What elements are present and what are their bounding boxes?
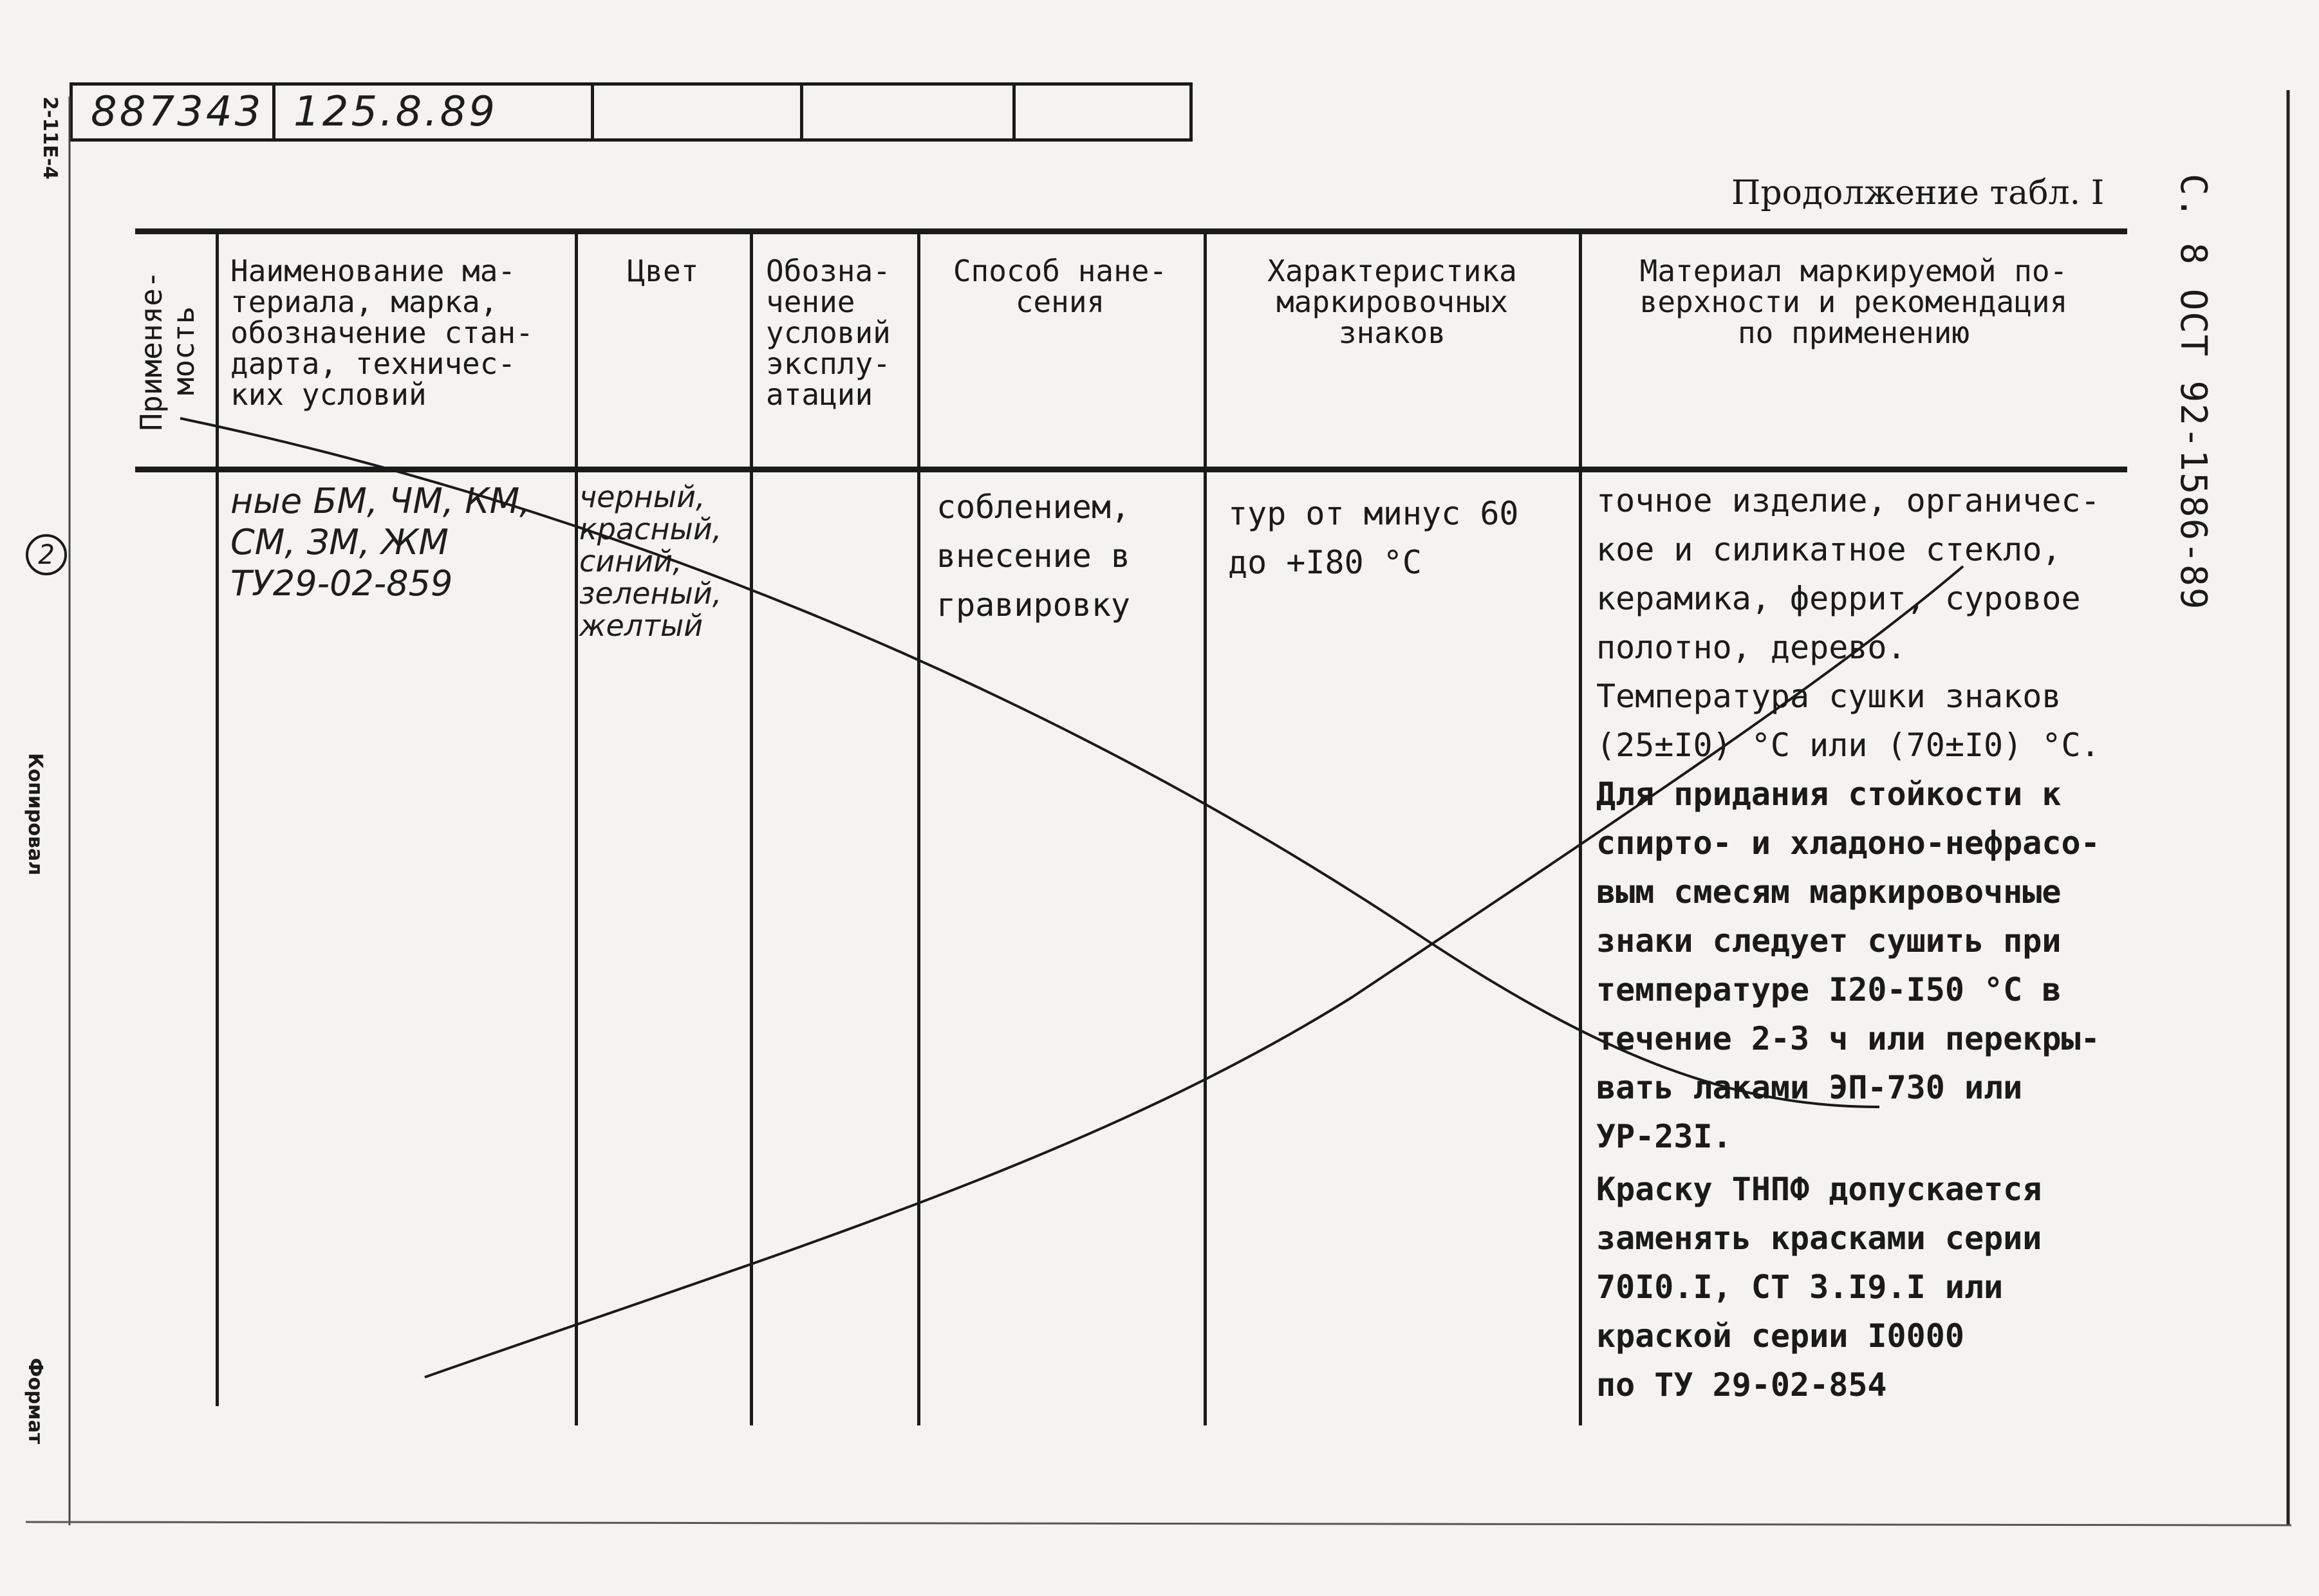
cell-color: черный, красный, синий, зеленый, желтый	[579, 479, 722, 643]
format-label: Формат	[24, 1358, 46, 1444]
cancellation-stroke-2	[425, 566, 1963, 1377]
cell-characteristic: тур от минус 60 до +I80 °С	[1228, 495, 1519, 581]
header-method: Способ нане- сения	[953, 254, 1168, 319]
document-designation: С. 8 ОСТ 92-1586-89	[2172, 174, 2214, 611]
form-code: 2-11E-4	[39, 97, 61, 180]
copied-label: Копировал	[24, 753, 46, 876]
stamp-date: 125.8.89	[293, 88, 498, 136]
cell-method: соблением, внесение в гравировку	[936, 488, 1131, 624]
cell-recommendation-3: Для придания стойкости к спирто- и хладоно-нефрасо- вым смесям маркировочные знаки следует сушить при температуре I20-I50 °С в течение 2-3 ч или перекры- вать лаками ЭП-730 или УР-23I.	[1596, 775, 2100, 1155]
cancellation-stroke-1	[180, 418, 1879, 1107]
table-continuation-label: Продолжение табл. I	[1731, 174, 2105, 212]
cell-recommendation-4: Краску ТНПФ допускается заменять красками серии 70I0.I, СТ 3.I9.I или краской серии I0000 по ТУ 29-02-854	[1596, 1171, 2042, 1404]
header-material-name: Наименование ма- териала, марка, обозначение стан- дарта, техничес- ких условий	[230, 254, 534, 412]
cell-material: ные БМ, ЧМ, КМ, СМ, ЗМ, ЖМ ТУ29-02-859	[230, 481, 531, 604]
cell-recommendation-1: точное изделие, органичес- кое и силикатное стекло, керамика, феррит, суровое полотно, дерево.	[1596, 482, 2100, 666]
header-characteristic: Характеристика маркировочных знаков	[1267, 254, 1517, 350]
header-conditions: Обозна- чение условий эксплу- атации	[766, 254, 891, 412]
header-recommendation: Материал маркируемой по- верхности и рекомендация по применению	[1639, 254, 2068, 350]
header-color: Цвет	[627, 254, 699, 288]
bottom-border-line	[26, 1522, 2291, 1525]
header-applicability: Применяе- мость	[134, 270, 201, 431]
circle-number: 2	[38, 539, 55, 570]
stamp-number: 887343	[91, 88, 264, 136]
cell-recommendation-2: Температура сушки знаков (25±I0) °С или (70±I0) °С.	[1596, 678, 2100, 764]
